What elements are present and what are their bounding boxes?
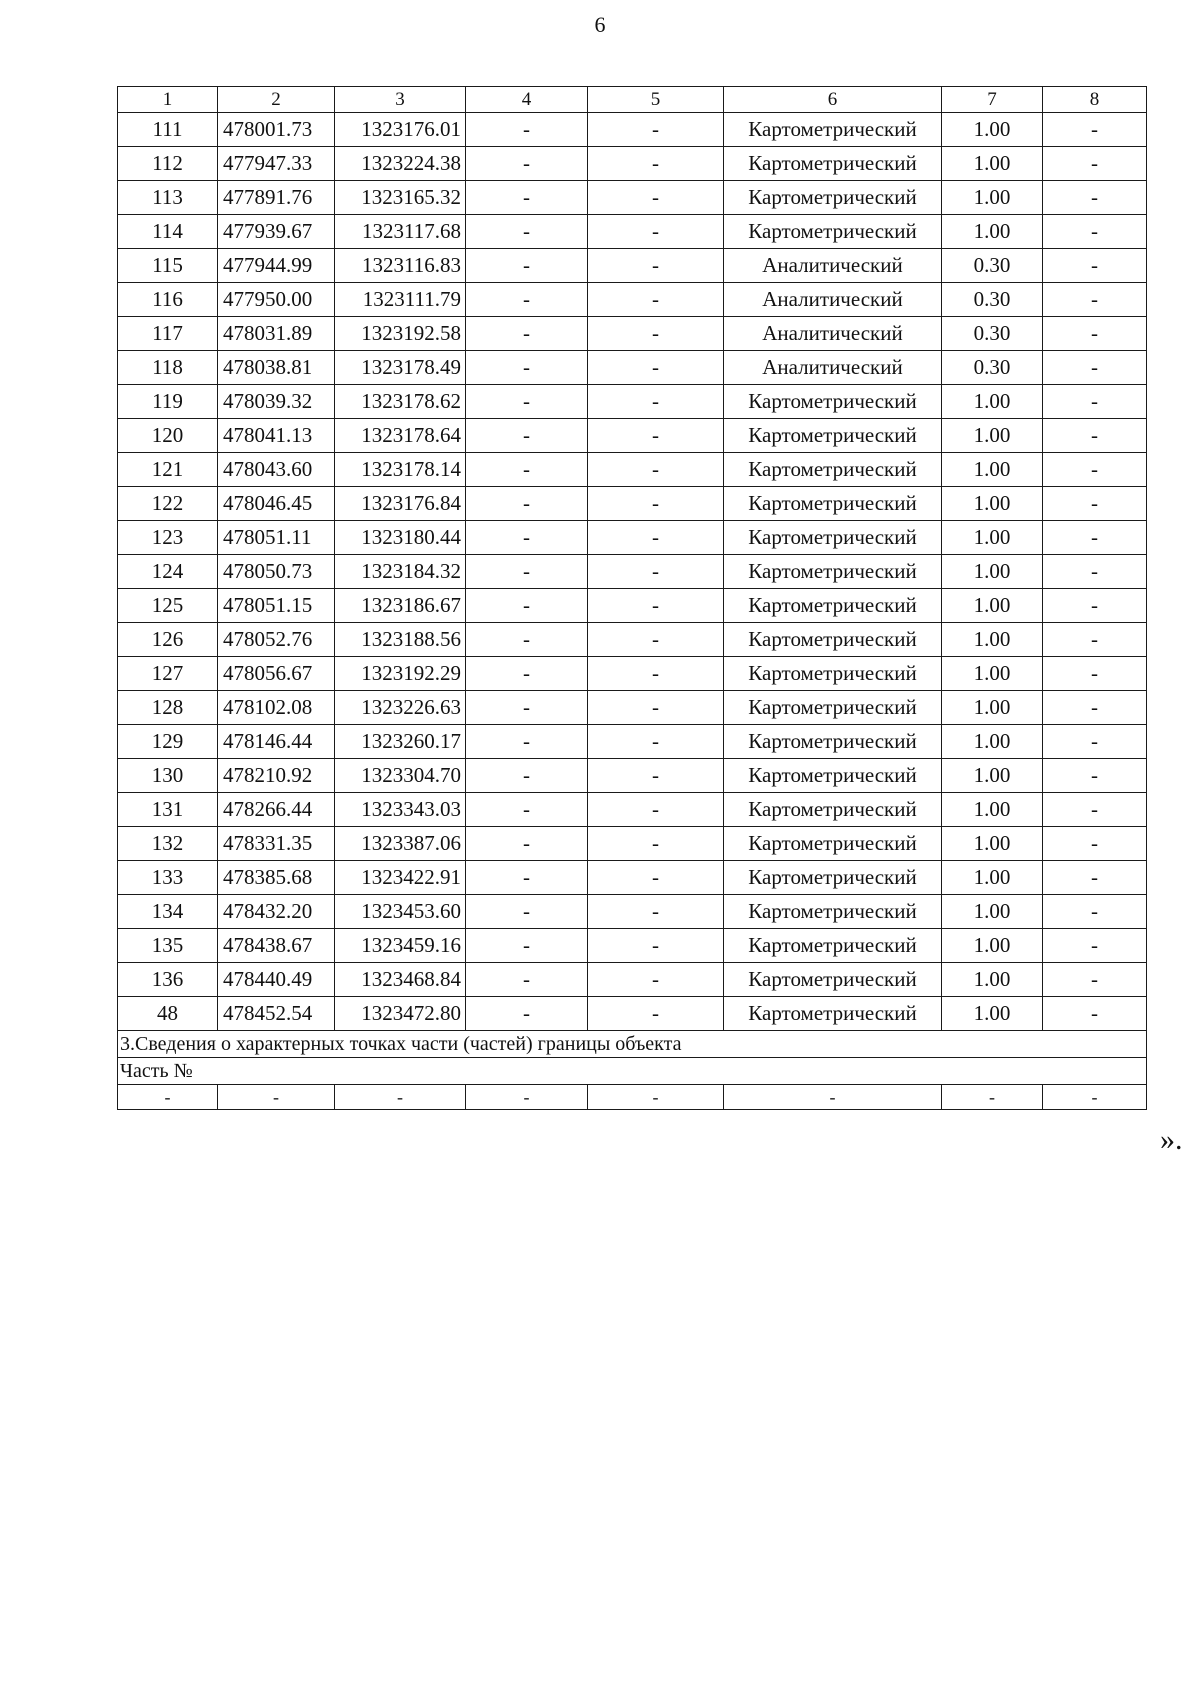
cell-col-4: -: [466, 861, 588, 895]
cell-x-coordinate: 478043.60: [218, 453, 335, 487]
cell-method: Картометрический: [724, 589, 942, 623]
cell-col-5: -: [588, 725, 724, 759]
cell-y-coordinate: 1323178.64: [335, 419, 466, 453]
cell-y-coordinate: 1323453.60: [335, 895, 466, 929]
cell-col-4: -: [466, 419, 588, 453]
cell-point-number: 118: [118, 351, 218, 385]
table-row: [118, 657, 1147, 691]
cell-col-5: -: [588, 249, 724, 283]
table-header-row: [118, 87, 1147, 113]
table-row: [118, 147, 1147, 181]
cell-y-coordinate: 1323472.80: [335, 997, 466, 1031]
cell-x-coordinate: 478051.11: [218, 521, 335, 555]
cell-accuracy: 1.00: [942, 521, 1043, 555]
cell-col-4: -: [466, 453, 588, 487]
cell-point-number: 113: [118, 181, 218, 215]
cell-accuracy: 1.00: [942, 181, 1043, 215]
cell-method: Картометрический: [724, 113, 942, 147]
cell-point-number: 126: [118, 623, 218, 657]
cell-col-5: -: [588, 759, 724, 793]
cell-col-4: -: [466, 895, 588, 929]
cell-x-coordinate: 478051.15: [218, 589, 335, 623]
cell-col-5: -: [588, 521, 724, 555]
cell-x-coordinate: 478041.13: [218, 419, 335, 453]
cell-col-8: -: [1043, 351, 1147, 385]
cell-y-coordinate: 1323116.83: [335, 249, 466, 283]
cell-x-coordinate: 478385.68: [218, 861, 335, 895]
cell-method: Картометрический: [724, 725, 942, 759]
cell-col-8: -: [1043, 555, 1147, 589]
cell-point-number: 120: [118, 419, 218, 453]
cell-y-coordinate: 1323343.03: [335, 793, 466, 827]
cell-col-4: -: [466, 759, 588, 793]
table-row: [118, 623, 1147, 657]
cell-method: Картометрический: [724, 793, 942, 827]
cell-point-number: 1: [118, 87, 218, 113]
cell-col-8: -: [1043, 419, 1147, 453]
cell-y-coordinate: 1323459.16: [335, 929, 466, 963]
cell-col-4: -: [466, 1085, 588, 1110]
cell-col-8: -: [1043, 691, 1147, 725]
cell-col-5: -: [588, 385, 724, 419]
cell-col-5: -: [588, 589, 724, 623]
cell-method: Картометрический: [724, 521, 942, 555]
table-row: [118, 589, 1147, 623]
cell-accuracy: 1.00: [942, 657, 1043, 691]
table-row: [118, 555, 1147, 589]
cell-col-8: -: [1043, 147, 1147, 181]
cell-x-coordinate: 478102.08: [218, 691, 335, 725]
cell-point-number: 130: [118, 759, 218, 793]
cell-accuracy: 0.30: [942, 351, 1043, 385]
cell-method: Картометрический: [724, 861, 942, 895]
cell-col-5: -: [588, 181, 724, 215]
table-row: [118, 793, 1147, 827]
cell-y-coordinate: -: [335, 1085, 466, 1110]
cell-accuracy: 0.30: [942, 249, 1043, 283]
cell-col-4: -: [466, 147, 588, 181]
cell-col-4: -: [466, 521, 588, 555]
table-row: [118, 895, 1147, 929]
cell-col-5: -: [588, 963, 724, 997]
cell-y-coordinate: 1323178.14: [335, 453, 466, 487]
cell-col-8: -: [1043, 1085, 1147, 1110]
cell-col-5: -: [588, 317, 724, 351]
cell-x-coordinate: 477950.00: [218, 283, 335, 317]
cell-method: Аналитический: [724, 283, 942, 317]
cell-col-5: -: [588, 147, 724, 181]
cell-method: Аналитический: [724, 351, 942, 385]
cell-point-number: 122: [118, 487, 218, 521]
cell-col-4: -: [466, 929, 588, 963]
cell-col-4: -: [466, 283, 588, 317]
cell-method: Картометрический: [724, 555, 942, 589]
cell-col-8: -: [1043, 623, 1147, 657]
cell-method: Картометрический: [724, 657, 942, 691]
cell-col-5: 5: [588, 87, 724, 113]
table-row: [118, 249, 1147, 283]
cell-method: Картометрический: [724, 929, 942, 963]
cell-col-4: -: [466, 793, 588, 827]
cell-col-8: -: [1043, 521, 1147, 555]
cell-col-4: -: [466, 351, 588, 385]
cell-point-number: 124: [118, 555, 218, 589]
cell-point-number: 114: [118, 215, 218, 249]
cell-point-number: 127: [118, 657, 218, 691]
cell-col-4: -: [466, 215, 588, 249]
cell-col-5: -: [588, 623, 724, 657]
cell-accuracy: 1.00: [942, 419, 1043, 453]
cell-accuracy: 1.00: [942, 759, 1043, 793]
cell-y-coordinate: 1323192.58: [335, 317, 466, 351]
cell-y-coordinate: 1323468.84: [335, 963, 466, 997]
cell-col-8: -: [1043, 725, 1147, 759]
cell-col-8: 8: [1043, 87, 1147, 113]
table-row: [118, 283, 1147, 317]
cell-y-coordinate: 1323178.62: [335, 385, 466, 419]
cell-method: Картометрический: [724, 691, 942, 725]
cell-x-coordinate: 477947.33: [218, 147, 335, 181]
cell-method: Аналитический: [724, 317, 942, 351]
cell-accuracy: 1.00: [942, 963, 1043, 997]
cell-col-8: -: [1043, 385, 1147, 419]
table-row: [118, 419, 1147, 453]
cell-accuracy: 1.00: [942, 113, 1043, 147]
cell-col-4: -: [466, 249, 588, 283]
cell-col-8: -: [1043, 589, 1147, 623]
cell-accuracy: 1.00: [942, 487, 1043, 521]
cell-col-5: -: [588, 1085, 724, 1110]
cell-col-8: -: [1043, 215, 1147, 249]
cell-point-number: 129: [118, 725, 218, 759]
cell-col-8: -: [1043, 487, 1147, 521]
cell-col-5: -: [588, 283, 724, 317]
table-row: [118, 317, 1147, 351]
cell-point-number: 123: [118, 521, 218, 555]
cell-x-coordinate: 477944.99: [218, 249, 335, 283]
cell-x-coordinate: 477939.67: [218, 215, 335, 249]
cell-method: Картометрический: [724, 997, 942, 1031]
cell-x-coordinate: 478031.89: [218, 317, 335, 351]
cell-col-8: -: [1043, 895, 1147, 929]
cell-col-5: -: [588, 113, 724, 147]
cell-x-coordinate: 478039.32: [218, 385, 335, 419]
table-row: [118, 929, 1147, 963]
cell-col-8: -: [1043, 793, 1147, 827]
cell-method: 6: [724, 87, 942, 113]
cell-accuracy: 1.00: [942, 929, 1043, 963]
cell-accuracy: 1.00: [942, 895, 1043, 929]
cell-col-4: -: [466, 385, 588, 419]
cell-accuracy: 1.00: [942, 589, 1043, 623]
cell-accuracy: 1.00: [942, 997, 1043, 1031]
cell-y-coordinate: 1323260.17: [335, 725, 466, 759]
cell-point-number: 133: [118, 861, 218, 895]
cell-x-coordinate: 478046.45: [218, 487, 335, 521]
cell-accuracy: 7: [942, 87, 1043, 113]
cell-x-coordinate: 478052.76: [218, 623, 335, 657]
table-row: [118, 521, 1147, 555]
cell-point-number: 136: [118, 963, 218, 997]
cell-col-8: -: [1043, 657, 1147, 691]
cell-col-4: -: [466, 691, 588, 725]
empty-part-row: [118, 1085, 1147, 1110]
cell-x-coordinate: 478210.92: [218, 759, 335, 793]
cell-method: Картометрический: [724, 895, 942, 929]
cell-method: Картометрический: [724, 181, 942, 215]
cell-point-number: 117: [118, 317, 218, 351]
cell-accuracy: 1.00: [942, 453, 1043, 487]
cell-col-8: -: [1043, 113, 1147, 147]
cell-point-number: 119: [118, 385, 218, 419]
closing-quote-mark: ».: [1160, 1123, 1183, 1156]
cell-point-number: 116: [118, 283, 218, 317]
cell-accuracy: 1.00: [942, 215, 1043, 249]
cell-y-coordinate: 1323117.68: [335, 215, 466, 249]
section-title: 3.Сведения о характерных точках части (частей) границы объекта: [118, 1031, 1147, 1058]
cell-col-5: -: [588, 929, 724, 963]
cell-y-coordinate: 1323387.06: [335, 827, 466, 861]
cell-point-number: 112: [118, 147, 218, 181]
section-title-row: [118, 1031, 1147, 1058]
cell-method: Картометрический: [724, 453, 942, 487]
cell-y-coordinate: 1323186.67: [335, 589, 466, 623]
coordinates-table: [117, 86, 1147, 1110]
cell-y-coordinate: 1323178.49: [335, 351, 466, 385]
cell-col-8: -: [1043, 827, 1147, 861]
cell-col-4: -: [466, 487, 588, 521]
cell-method: Картометрический: [724, 385, 942, 419]
cell-method: Картометрический: [724, 759, 942, 793]
cell-x-coordinate: 478266.44: [218, 793, 335, 827]
cell-x-coordinate: 478438.67: [218, 929, 335, 963]
table-row: [118, 963, 1147, 997]
cell-accuracy: 0.30: [942, 317, 1043, 351]
cell-col-5: -: [588, 657, 724, 691]
cell-col-8: -: [1043, 861, 1147, 895]
cell-accuracy: 1.00: [942, 827, 1043, 861]
cell-col-8: -: [1043, 181, 1147, 215]
cell-col-4: -: [466, 589, 588, 623]
cell-col-5: -: [588, 351, 724, 385]
cell-point-number: 135: [118, 929, 218, 963]
page-number: 6: [594, 12, 606, 37]
cell-point-number: 132: [118, 827, 218, 861]
cell-y-coordinate: 1323180.44: [335, 521, 466, 555]
cell-col-4: -: [466, 555, 588, 589]
cell-col-8: -: [1043, 997, 1147, 1031]
cell-y-coordinate: 1323188.56: [335, 623, 466, 657]
cell-y-coordinate: 1323176.84: [335, 487, 466, 521]
cell-col-8: -: [1043, 759, 1147, 793]
cell-col-5: -: [588, 861, 724, 895]
cell-x-coordinate: 478056.67: [218, 657, 335, 691]
table-row: [118, 827, 1147, 861]
cell-accuracy: 1.00: [942, 725, 1043, 759]
cell-col-4: -: [466, 623, 588, 657]
table-row: [118, 725, 1147, 759]
cell-accuracy: 1.00: [942, 691, 1043, 725]
cell-col-5: -: [588, 827, 724, 861]
cell-col-8: -: [1043, 249, 1147, 283]
cell-y-coordinate: 1323226.63: [335, 691, 466, 725]
table-row: [118, 861, 1147, 895]
cell-point-number: 125: [118, 589, 218, 623]
table-row: [118, 997, 1147, 1031]
cell-col-4: -: [466, 997, 588, 1031]
cell-method: Картометрический: [724, 147, 942, 181]
cell-x-coordinate: 478452.54: [218, 997, 335, 1031]
cell-col-8: -: [1043, 317, 1147, 351]
cell-col-4: -: [466, 725, 588, 759]
cell-method: Аналитический: [724, 249, 942, 283]
cell-col-5: -: [588, 895, 724, 929]
cell-point-number: 121: [118, 453, 218, 487]
cell-col-4: -: [466, 657, 588, 691]
cell-accuracy: 0.30: [942, 283, 1043, 317]
cell-y-coordinate: 1323422.91: [335, 861, 466, 895]
cell-col-5: -: [588, 487, 724, 521]
cell-method: -: [724, 1085, 942, 1110]
cell-accuracy: 1.00: [942, 623, 1043, 657]
table-row: [118, 351, 1147, 385]
cell-col-5: -: [588, 555, 724, 589]
cell-col-4: 4: [466, 87, 588, 113]
cell-accuracy: 1.00: [942, 555, 1043, 589]
cell-col-4: -: [466, 317, 588, 351]
cell-col-5: -: [588, 453, 724, 487]
cell-x-coordinate: 2: [218, 87, 335, 113]
cell-col-4: -: [466, 113, 588, 147]
cell-col-4: -: [466, 963, 588, 997]
cell-point-number: 48: [118, 997, 218, 1031]
cell-point-number: 131: [118, 793, 218, 827]
cell-col-5: -: [588, 215, 724, 249]
table-row: [118, 453, 1147, 487]
cell-x-coordinate: -: [218, 1085, 335, 1110]
cell-x-coordinate: 478432.20: [218, 895, 335, 929]
cell-x-coordinate: 478146.44: [218, 725, 335, 759]
cell-y-coordinate: 1323192.29: [335, 657, 466, 691]
cell-y-coordinate: 1323184.32: [335, 555, 466, 589]
part-label: Часть №: [118, 1058, 1147, 1085]
cell-col-5: -: [588, 419, 724, 453]
cell-point-number: 134: [118, 895, 218, 929]
cell-method: Картометрический: [724, 419, 942, 453]
cell-accuracy: 1.00: [942, 861, 1043, 895]
table-row: [118, 487, 1147, 521]
table-body: [118, 87, 1147, 1110]
table-row: [118, 113, 1147, 147]
cell-y-coordinate: 1323304.70: [335, 759, 466, 793]
table-row: [118, 215, 1147, 249]
cell-accuracy: -: [942, 1085, 1043, 1110]
cell-col-8: -: [1043, 963, 1147, 997]
cell-method: Картометрический: [724, 827, 942, 861]
cell-col-8: -: [1043, 929, 1147, 963]
table-row: [118, 759, 1147, 793]
table-row: [118, 691, 1147, 725]
cell-method: Картометрический: [724, 623, 942, 657]
cell-y-coordinate: 1323224.38: [335, 147, 466, 181]
cell-method: Картометрический: [724, 963, 942, 997]
cell-col-5: -: [588, 793, 724, 827]
cell-col-8: -: [1043, 283, 1147, 317]
cell-x-coordinate: 478038.81: [218, 351, 335, 385]
cell-x-coordinate: 478001.73: [218, 113, 335, 147]
cell-col-5: -: [588, 997, 724, 1031]
cell-x-coordinate: 478331.35: [218, 827, 335, 861]
cell-y-coordinate: 1323176.01: [335, 113, 466, 147]
cell-col-5: -: [588, 691, 724, 725]
table-row: [118, 181, 1147, 215]
cell-point-number: 115: [118, 249, 218, 283]
cell-y-coordinate: 1323165.32: [335, 181, 466, 215]
cell-method: Картометрический: [724, 487, 942, 521]
cell-col-4: -: [466, 827, 588, 861]
cell-accuracy: 1.00: [942, 147, 1043, 181]
table-row: [118, 385, 1147, 419]
cell-y-coordinate: 3: [335, 87, 466, 113]
cell-accuracy: 1.00: [942, 793, 1043, 827]
part-label-row: [118, 1058, 1147, 1085]
cell-point-number: -: [118, 1085, 218, 1110]
cell-x-coordinate: 478440.49: [218, 963, 335, 997]
cell-point-number: 128: [118, 691, 218, 725]
cell-accuracy: 1.00: [942, 385, 1043, 419]
cell-y-coordinate: 1323111.79: [335, 283, 466, 317]
cell-point-number: 111: [118, 113, 218, 147]
cell-x-coordinate: 478050.73: [218, 555, 335, 589]
cell-col-8: -: [1043, 453, 1147, 487]
cell-method: Картометрический: [724, 215, 942, 249]
cell-x-coordinate: 477891.76: [218, 181, 335, 215]
cell-col-4: -: [466, 181, 588, 215]
